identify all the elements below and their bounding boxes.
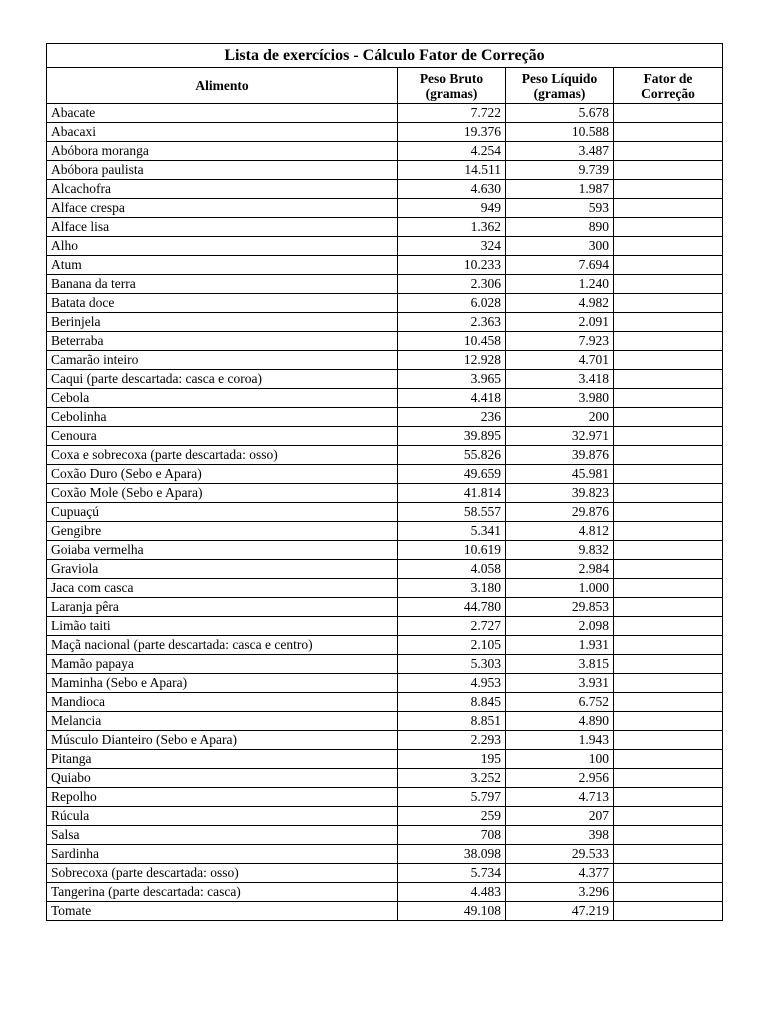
table-row (47, 408, 723, 427)
cell-alimento: Beterraba (47, 332, 398, 351)
cell-peso-liquido: 6.752 (506, 693, 614, 712)
cell-fator-correcao (614, 503, 723, 522)
cell-fator-correcao (614, 674, 723, 693)
table-row (47, 807, 723, 826)
table-row (47, 199, 723, 218)
cell-peso-bruto: 2.105 (398, 636, 506, 655)
cell-alimento: Abóbora paulista (47, 161, 398, 180)
cell-alimento: Atum (47, 256, 398, 275)
cell-peso-liquido: 32.971 (506, 427, 614, 446)
cell-peso-liquido: 10.588 (506, 123, 614, 142)
cell-peso-bruto: 5.341 (398, 522, 506, 541)
table-row (47, 788, 723, 807)
cell-fator-correcao (614, 237, 723, 256)
cell-peso-bruto: 2.727 (398, 617, 506, 636)
cell-alimento: Cupuaçú (47, 503, 398, 522)
cell-peso-liquido: 4.377 (506, 864, 614, 883)
table-row (47, 294, 723, 313)
cell-fator-correcao (614, 902, 723, 921)
cell-alimento: Caqui (parte descartada: casca e coroa) (47, 370, 398, 389)
cell-alimento: Berinjela (47, 313, 398, 332)
cell-fator-correcao (614, 389, 723, 408)
cell-peso-bruto: 8.845 (398, 693, 506, 712)
cell-alimento: Banana da terra (47, 275, 398, 294)
cell-peso-liquido: 7.694 (506, 256, 614, 275)
table-title: Lista de exercícios - Cálculo Fator de Correção (47, 44, 723, 68)
cell-peso-bruto: 195 (398, 750, 506, 769)
cell-alimento: Repolho (47, 788, 398, 807)
cell-fator-correcao (614, 617, 723, 636)
cell-peso-liquido: 1.987 (506, 180, 614, 199)
table-row (47, 218, 723, 237)
cell-peso-bruto: 4.953 (398, 674, 506, 693)
table-row (47, 161, 723, 180)
cell-fator-correcao (614, 750, 723, 769)
cell-peso-bruto: 58.557 (398, 503, 506, 522)
cell-fator-correcao (614, 484, 723, 503)
cell-peso-liquido: 39.876 (506, 446, 614, 465)
cell-fator-correcao (614, 883, 723, 902)
cell-alimento: Cebola (47, 389, 398, 408)
cell-peso-liquido: 2.984 (506, 560, 614, 579)
cell-alimento: Abacate (47, 104, 398, 123)
cell-peso-bruto: 4.418 (398, 389, 506, 408)
cell-peso-liquido: 3.418 (506, 370, 614, 389)
cell-peso-liquido: 2.956 (506, 769, 614, 788)
table-row (47, 484, 723, 503)
cell-peso-liquido: 593 (506, 199, 614, 218)
cell-alimento: Abacaxi (47, 123, 398, 142)
cell-peso-bruto: 6.028 (398, 294, 506, 313)
cell-fator-correcao (614, 465, 723, 484)
cell-alimento: Abóbora moranga (47, 142, 398, 161)
cell-peso-bruto: 259 (398, 807, 506, 826)
cell-alimento: Mamão papaya (47, 655, 398, 674)
cell-alimento: Alface lisa (47, 218, 398, 237)
table-row (47, 864, 723, 883)
cell-alimento: Quiabo (47, 769, 398, 788)
cell-alimento: Alho (47, 237, 398, 256)
table-row (47, 275, 723, 294)
cell-peso-bruto: 38.098 (398, 845, 506, 864)
cell-peso-bruto: 5.797 (398, 788, 506, 807)
title-row (47, 44, 723, 68)
cell-peso-bruto: 12.928 (398, 351, 506, 370)
cell-alimento: Alface crespa (47, 199, 398, 218)
cell-fator-correcao (614, 731, 723, 750)
cell-fator-correcao (614, 522, 723, 541)
cell-peso-bruto: 44.780 (398, 598, 506, 617)
table-row (47, 541, 723, 560)
cell-peso-liquido: 29.853 (506, 598, 614, 617)
cell-peso-liquido: 890 (506, 218, 614, 237)
cell-peso-liquido: 3.931 (506, 674, 614, 693)
table-row (47, 655, 723, 674)
cell-fator-correcao (614, 579, 723, 598)
cell-peso-liquido: 47.219 (506, 902, 614, 921)
cell-peso-bruto: 4.058 (398, 560, 506, 579)
cell-fator-correcao (614, 332, 723, 351)
cell-peso-bruto: 3.965 (398, 370, 506, 389)
table-row (47, 826, 723, 845)
cell-fator-correcao (614, 351, 723, 370)
cell-peso-liquido: 3.980 (506, 389, 614, 408)
cell-alimento: Coxa e sobrecoxa (parte descartada: osso) (47, 446, 398, 465)
table-body (47, 104, 723, 921)
table-row (47, 351, 723, 370)
cell-fator-correcao (614, 313, 723, 332)
cell-peso-liquido: 9.832 (506, 541, 614, 560)
cell-fator-correcao (614, 788, 723, 807)
cell-peso-bruto: 39.895 (398, 427, 506, 446)
header-fator-correcao: Fator de Correção (614, 68, 723, 104)
table-row (47, 465, 723, 484)
cell-fator-correcao (614, 275, 723, 294)
header-peso-bruto: Peso Bruto (gramas) (398, 68, 506, 104)
cell-peso-liquido: 200 (506, 408, 614, 427)
cell-peso-liquido: 45.981 (506, 465, 614, 484)
cell-alimento: Jaca com casca (47, 579, 398, 598)
cell-peso-bruto: 10.233 (398, 256, 506, 275)
cell-peso-liquido: 398 (506, 826, 614, 845)
table-row (47, 237, 723, 256)
cell-peso-liquido: 300 (506, 237, 614, 256)
header-row (47, 68, 723, 104)
table-row (47, 636, 723, 655)
cell-fator-correcao (614, 845, 723, 864)
cell-peso-bruto: 41.814 (398, 484, 506, 503)
table-row (47, 427, 723, 446)
table-row (47, 731, 723, 750)
table-row (47, 750, 723, 769)
cell-peso-bruto: 2.293 (398, 731, 506, 750)
cell-peso-bruto: 5.734 (398, 864, 506, 883)
table-row (47, 712, 723, 731)
cell-peso-liquido: 4.812 (506, 522, 614, 541)
cell-peso-bruto: 55.826 (398, 446, 506, 465)
cell-alimento: Rúcula (47, 807, 398, 826)
table-row (47, 845, 723, 864)
cell-peso-bruto: 5.303 (398, 655, 506, 674)
cell-peso-liquido: 4.982 (506, 294, 614, 313)
table-row (47, 104, 723, 123)
cell-alimento: Alcachofra (47, 180, 398, 199)
cell-alimento: Graviola (47, 560, 398, 579)
cell-fator-correcao (614, 446, 723, 465)
cell-fator-correcao (614, 598, 723, 617)
cell-peso-bruto: 3.252 (398, 769, 506, 788)
table-row (47, 370, 723, 389)
cell-peso-liquido: 3.296 (506, 883, 614, 902)
cell-fator-correcao (614, 693, 723, 712)
cell-peso-liquido: 4.701 (506, 351, 614, 370)
cell-fator-correcao (614, 199, 723, 218)
cell-peso-bruto: 4.630 (398, 180, 506, 199)
table-row (47, 256, 723, 275)
cell-alimento: Coxão Duro (Sebo e Apara) (47, 465, 398, 484)
cell-fator-correcao (614, 560, 723, 579)
cell-peso-bruto: 949 (398, 199, 506, 218)
cell-fator-correcao (614, 104, 723, 123)
cell-peso-bruto: 49.108 (398, 902, 506, 921)
cell-peso-liquido: 39.823 (506, 484, 614, 503)
cell-peso-bruto: 236 (398, 408, 506, 427)
cell-peso-bruto: 2.306 (398, 275, 506, 294)
table-row (47, 123, 723, 142)
cell-peso-bruto: 19.376 (398, 123, 506, 142)
cell-fator-correcao (614, 427, 723, 446)
cell-fator-correcao (614, 123, 723, 142)
cell-peso-liquido: 207 (506, 807, 614, 826)
cell-peso-bruto: 2.363 (398, 313, 506, 332)
exercise-table (46, 43, 723, 921)
cell-alimento: Cebolinha (47, 408, 398, 427)
cell-alimento: Goiaba vermelha (47, 541, 398, 560)
cell-fator-correcao (614, 408, 723, 427)
cell-fator-correcao (614, 142, 723, 161)
cell-peso-bruto: 324 (398, 237, 506, 256)
cell-fator-correcao (614, 712, 723, 731)
cell-peso-liquido: 1.943 (506, 731, 614, 750)
cell-peso-bruto: 3.180 (398, 579, 506, 598)
cell-fator-correcao (614, 294, 723, 313)
cell-fator-correcao (614, 769, 723, 788)
header-peso-liquido: Peso Líquido (gramas) (506, 68, 614, 104)
cell-peso-liquido: 9.739 (506, 161, 614, 180)
cell-peso-liquido: 1.931 (506, 636, 614, 655)
table-row (47, 598, 723, 617)
table-row (47, 522, 723, 541)
cell-fator-correcao (614, 826, 723, 845)
table-row (47, 902, 723, 921)
cell-alimento: Sardinha (47, 845, 398, 864)
cell-peso-liquido: 7.923 (506, 332, 614, 351)
cell-peso-liquido: 4.890 (506, 712, 614, 731)
cell-peso-bruto: 708 (398, 826, 506, 845)
cell-peso-bruto: 49.659 (398, 465, 506, 484)
cell-alimento: Limão taiti (47, 617, 398, 636)
table-row (47, 389, 723, 408)
cell-fator-correcao (614, 864, 723, 883)
cell-fator-correcao (614, 256, 723, 275)
cell-alimento: Salsa (47, 826, 398, 845)
cell-alimento: Cenoura (47, 427, 398, 446)
cell-peso-liquido: 1.240 (506, 275, 614, 294)
cell-alimento: Camarão inteiro (47, 351, 398, 370)
cell-fator-correcao (614, 218, 723, 237)
cell-peso-bruto: 1.362 (398, 218, 506, 237)
table-row (47, 674, 723, 693)
cell-fator-correcao (614, 807, 723, 826)
cell-alimento: Tomate (47, 902, 398, 921)
cell-alimento: Sobrecoxa (parte descartada: osso) (47, 864, 398, 883)
table-row (47, 883, 723, 902)
cell-peso-liquido: 4.713 (506, 788, 614, 807)
cell-fator-correcao (614, 180, 723, 199)
table-row (47, 503, 723, 522)
cell-alimento: Maminha (Sebo e Apara) (47, 674, 398, 693)
table-row (47, 693, 723, 712)
table-row (47, 579, 723, 598)
cell-peso-liquido: 29.876 (506, 503, 614, 522)
cell-peso-bruto: 10.619 (398, 541, 506, 560)
table-row (47, 142, 723, 161)
cell-alimento: Coxão Mole (Sebo e Apara) (47, 484, 398, 503)
table-row (47, 180, 723, 199)
table-row (47, 769, 723, 788)
cell-fator-correcao (614, 636, 723, 655)
cell-peso-bruto: 4.483 (398, 883, 506, 902)
cell-peso-bruto: 14.511 (398, 161, 506, 180)
cell-alimento: Pitanga (47, 750, 398, 769)
cell-fator-correcao (614, 370, 723, 389)
table-row (47, 313, 723, 332)
header-alimento: Alimento (47, 68, 398, 104)
cell-peso-liquido: 5.678 (506, 104, 614, 123)
cell-alimento: Tangerina (parte descartada: casca) (47, 883, 398, 902)
cell-peso-liquido: 3.487 (506, 142, 614, 161)
cell-peso-bruto: 7.722 (398, 104, 506, 123)
cell-alimento: Batata doce (47, 294, 398, 313)
cell-fator-correcao (614, 541, 723, 560)
cell-peso-liquido: 1.000 (506, 579, 614, 598)
cell-peso-liquido: 2.091 (506, 313, 614, 332)
cell-alimento: Músculo Dianteiro (Sebo e Apara) (47, 731, 398, 750)
cell-fator-correcao (614, 655, 723, 674)
cell-alimento: Gengibre (47, 522, 398, 541)
cell-fator-correcao (614, 161, 723, 180)
cell-peso-liquido: 3.815 (506, 655, 614, 674)
cell-peso-liquido: 29.533 (506, 845, 614, 864)
cell-alimento: Melancia (47, 712, 398, 731)
table-row (47, 446, 723, 465)
cell-peso-bruto: 10.458 (398, 332, 506, 351)
cell-peso-liquido: 2.098 (506, 617, 614, 636)
table-row (47, 332, 723, 351)
cell-peso-liquido: 100 (506, 750, 614, 769)
cell-alimento: Maçã nacional (parte descartada: casca e centro) (47, 636, 398, 655)
cell-peso-bruto: 4.254 (398, 142, 506, 161)
cell-peso-bruto: 8.851 (398, 712, 506, 731)
table-row (47, 560, 723, 579)
cell-alimento: Mandioca (47, 693, 398, 712)
table-row (47, 617, 723, 636)
cell-alimento: Laranja pêra (47, 598, 398, 617)
